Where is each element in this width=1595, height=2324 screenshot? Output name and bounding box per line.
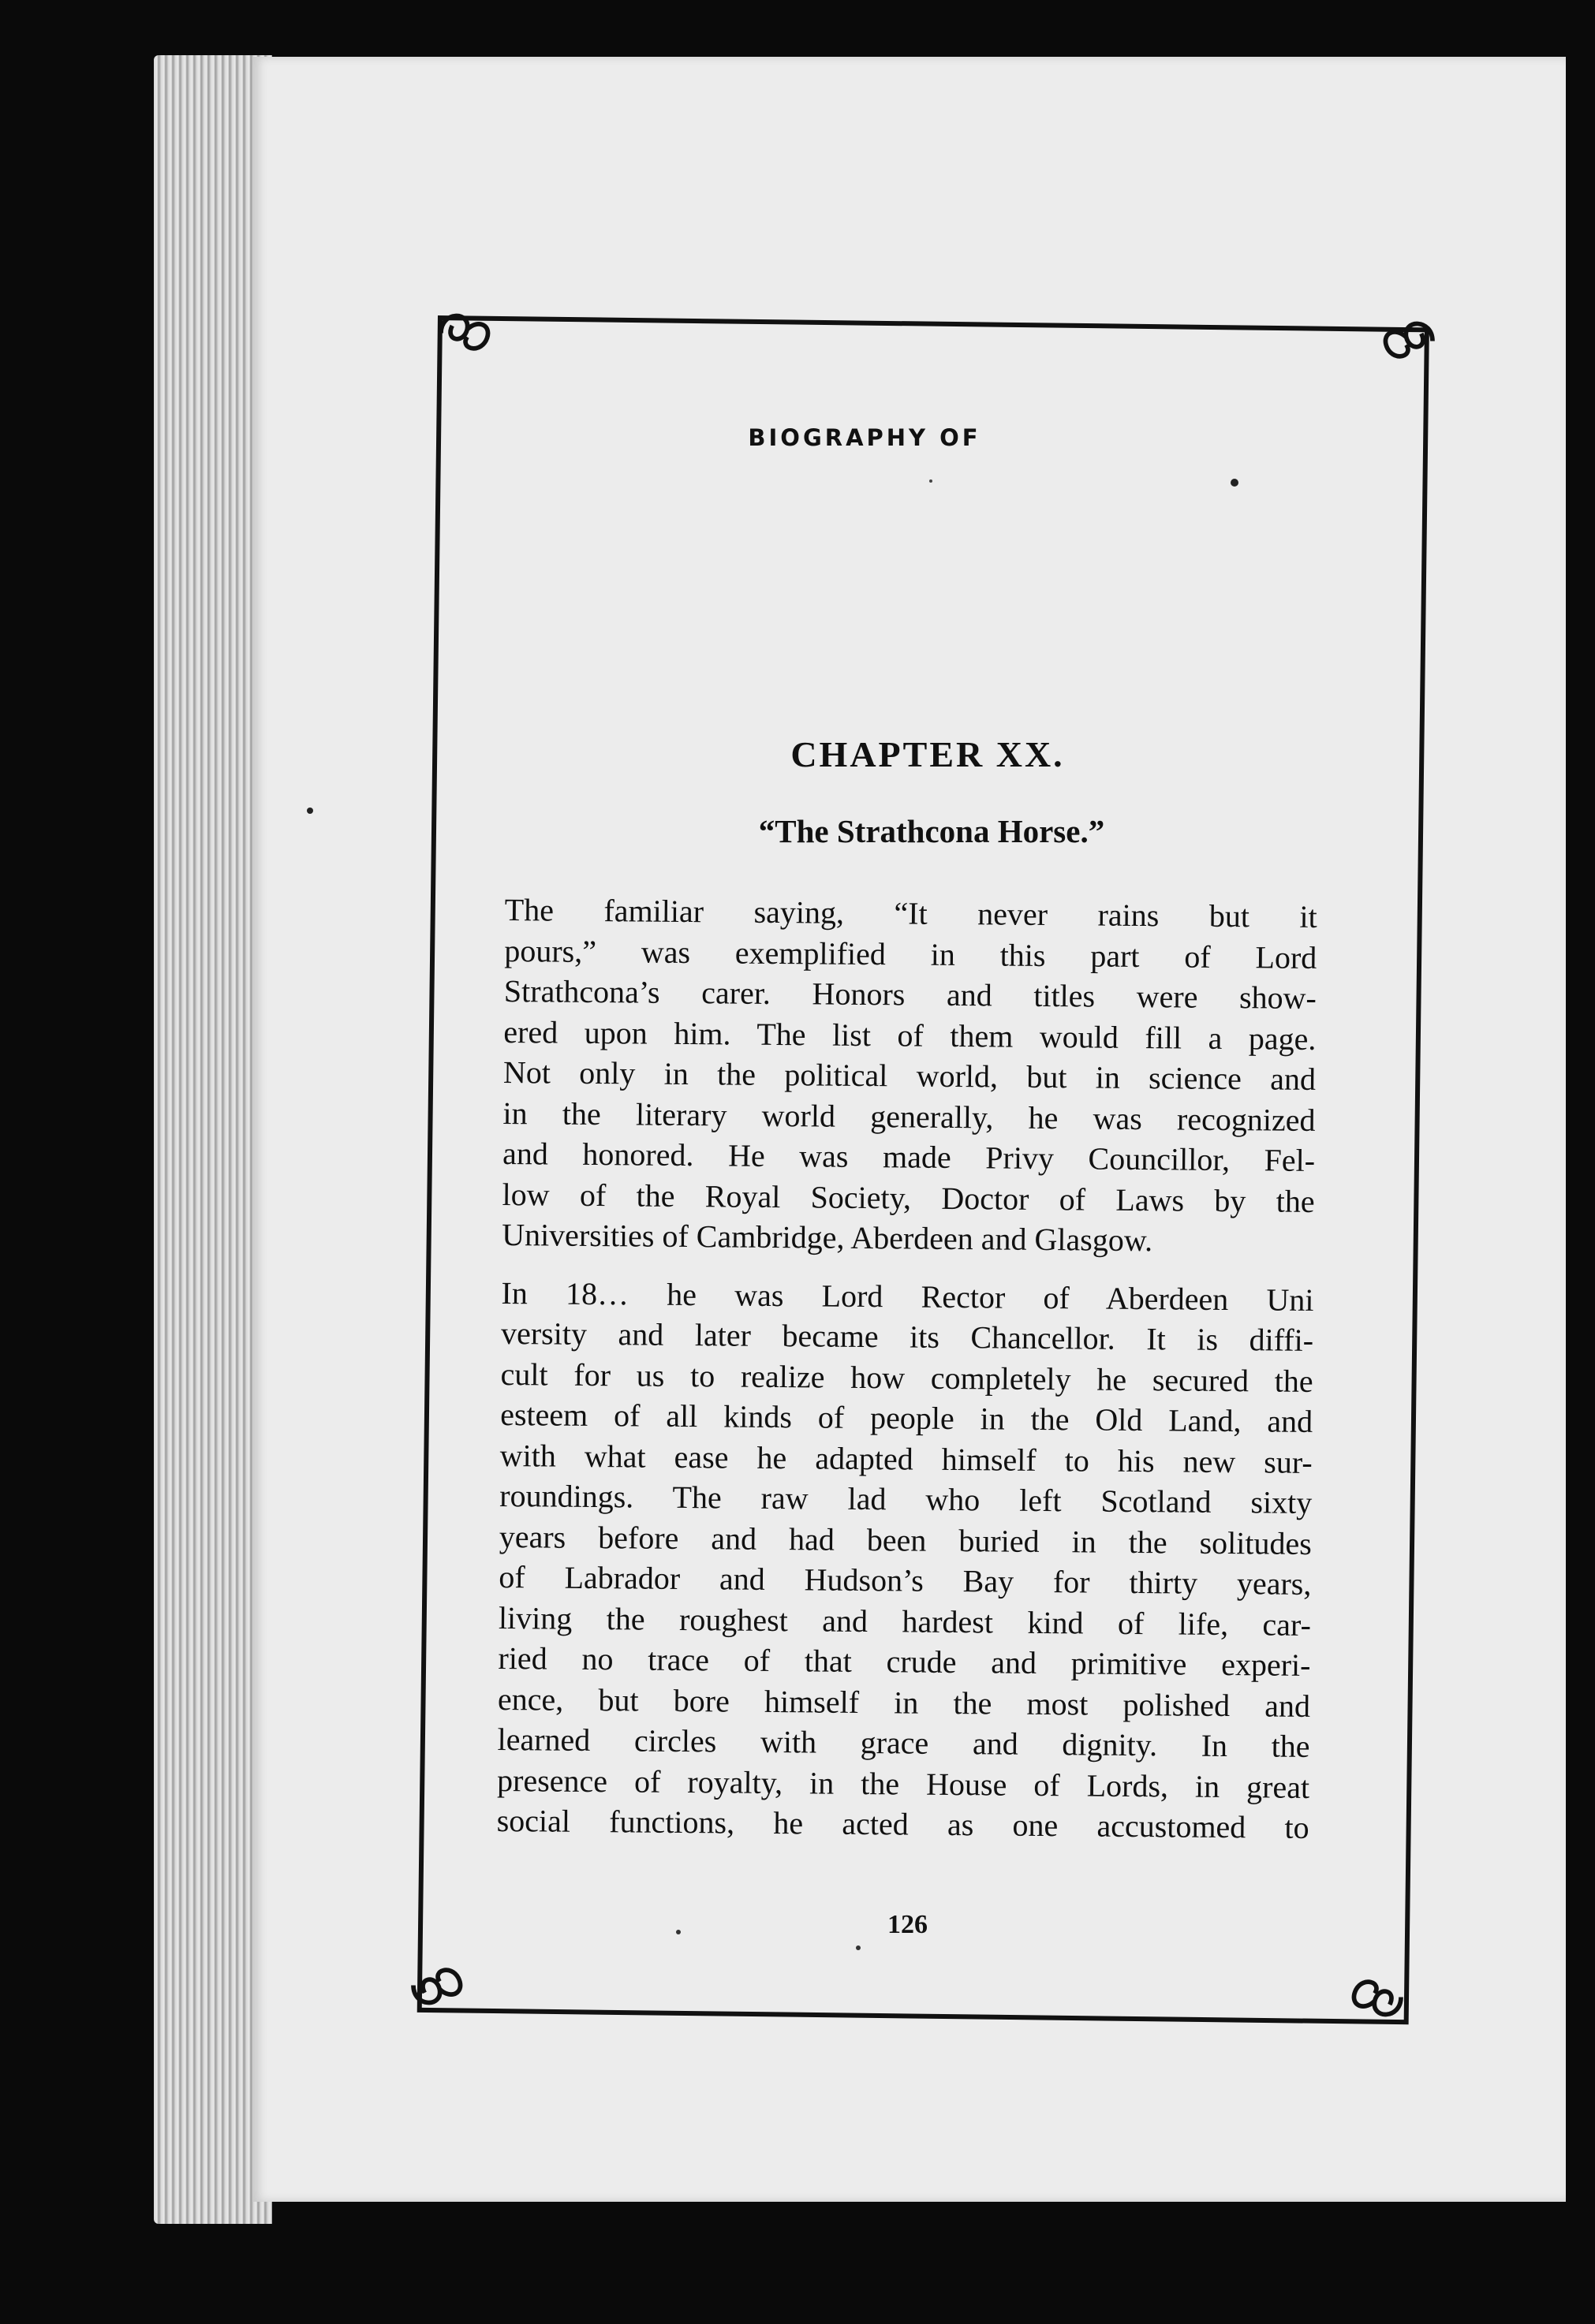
text-line: esteem of all kinds of people in the Old Land, and	[499, 1396, 1313, 1439]
text-line: learned circles with grace and dignity. In the	[497, 1721, 1310, 1764]
text-line: ried no trace of that crude and primitive experi-	[498, 1639, 1311, 1683]
text-line: Not only in the political world, but in science and	[502, 1054, 1317, 1097]
paragraph	[502, 890, 1317, 1262]
scroll-flourish-icon	[1373, 304, 1447, 379]
text-line: In 18… he was Lord Rector of Aberdeen Uni	[501, 1274, 1314, 1318]
text-line: and honored. He was made Privy Councillor, Fel-	[502, 1135, 1316, 1178]
chapter-subtitle: “The Strathcona Horse.”	[758, 813, 1105, 849]
text-line: roundings. The raw lad who left Scotland sixty	[499, 1477, 1313, 1520]
text-line: ered upon him. The list of them would fill a page.	[503, 1013, 1317, 1057]
body-text	[496, 890, 1317, 1848]
text-line: ence, but bore himself in the most polished and	[497, 1681, 1311, 1724]
chapter-title: CHAPTER XX.	[790, 734, 1065, 774]
scroll-flourish-icon	[398, 1948, 473, 2023]
paragraph	[496, 1272, 1313, 1848]
text-line: low of the Royal Society, Doctor of Laws by the	[502, 1176, 1315, 1219]
scroll-flourish-icon	[426, 296, 501, 371]
text-line: with what ease he adapted himself to his new sur-	[499, 1437, 1313, 1480]
page-number: 126	[887, 1910, 928, 1939]
text-line: living the roughest and hardest kind of life, car-	[498, 1599, 1312, 1643]
running-head: BIOGRAPHY OF	[748, 424, 981, 451]
text-line: cult for us to realize how completely he secured the	[500, 1356, 1313, 1399]
text-line: years before and had been buried in the solitudes	[499, 1518, 1313, 1561]
text-line: Strathcona’s carer. Honors and titles were show-	[503, 972, 1317, 1016]
text-line: The familiar saying, “It never rains but it	[504, 891, 1317, 934]
text-line: presence of royalty, in the House of Lords, in great	[496, 1762, 1310, 1805]
text-line: pours,” was exemplified in this part of Lord	[504, 932, 1317, 975]
text-line: Universities of Cambridge, Aberdeen and Glasgow.	[501, 1216, 1153, 1259]
text-line: in the literary world generally, he was recognized	[502, 1095, 1316, 1138]
text-line: social functions, he acted as one accustomed to	[496, 1802, 1309, 1845]
text-line: of Labrador and Hudson’s Bay for thirty years,	[499, 1558, 1312, 1602]
scroll-flourish-icon	[1341, 1960, 1416, 2035]
text-line: versity and later became its Chancellor. It is diffi-	[500, 1315, 1314, 1358]
